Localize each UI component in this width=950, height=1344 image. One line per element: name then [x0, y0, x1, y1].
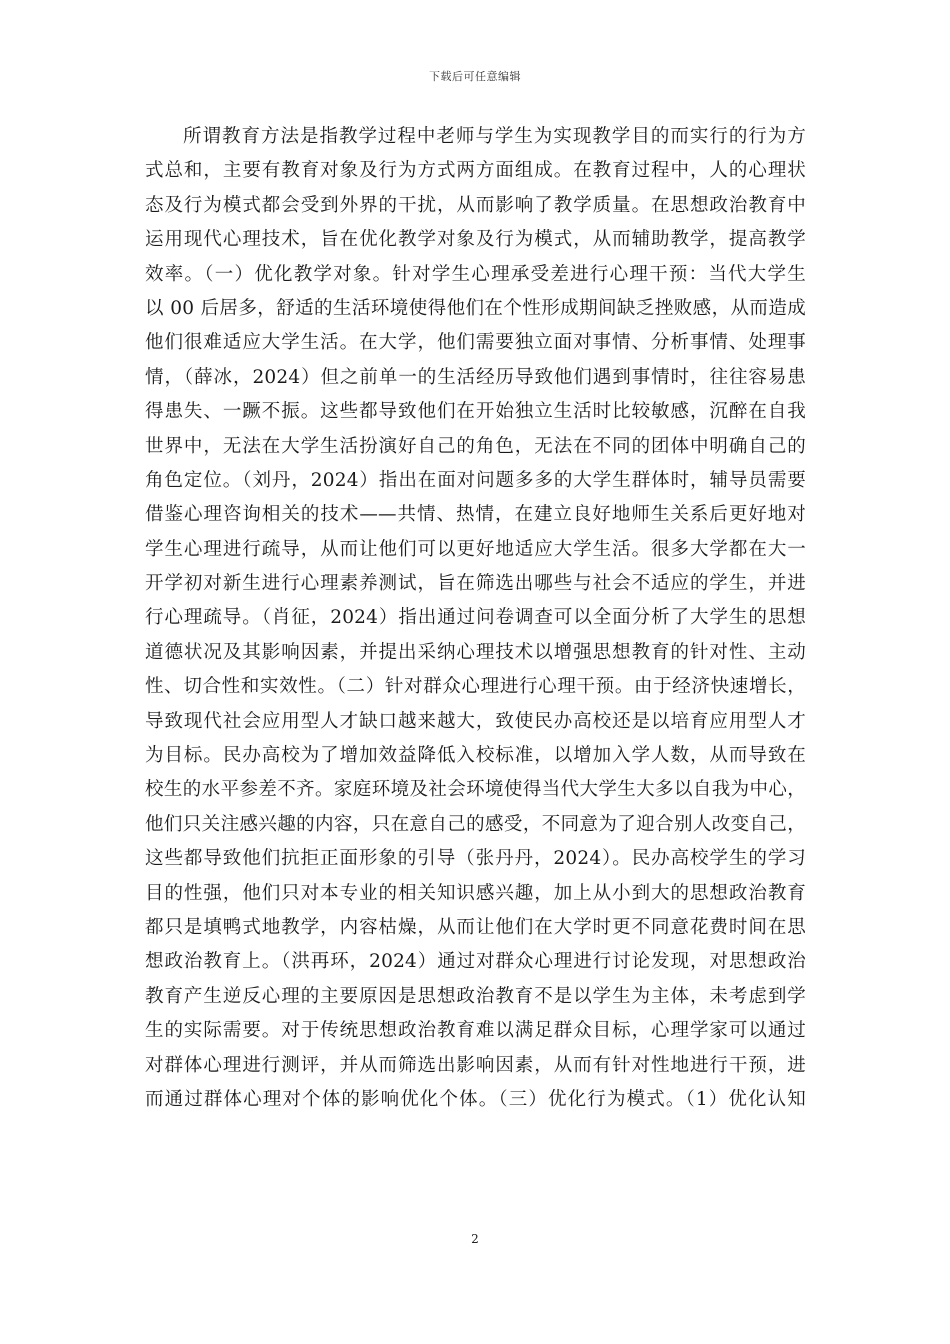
text-line: 教育产生逆反心理的主要原因是思想政治教育不是以学生为主体，未考虑到学 [145, 985, 806, 1007]
text-line: 他们只关注感兴趣的内容，只在意自己的感受，不同意为了迎合别人改变自己， [145, 813, 806, 835]
text-line: 角色定位。（刘丹，2024）指出在面对问题多多的大学生群体时，辅导员需要 [145, 469, 806, 491]
text-line: 世界中，无法在大学生活扮演好自己的角色，无法在不同的团体中明确自己的 [145, 435, 806, 457]
text-line: 效率。（一）优化教学对象。针对学生心理承受差进行心理干预：当代大学生 [145, 263, 806, 285]
text-line: 生的实际需要。对于传统思想政治教育难以满足群众目标，心理学家可以通过 [145, 1020, 806, 1042]
text-line: 学生心理进行疏导，从而让他们可以更好地适应大学生活。很多大学都在大一 [145, 538, 806, 560]
text-line: 性、切合性和实效性。（二）针对群众心理进行心理干预。由于经济快速增长， [145, 676, 806, 698]
text-line: 运用现代心理技术，旨在优化教学对象及行为模式，从而辅助教学，提高教学 [145, 229, 806, 251]
text-line: 这些都导致他们抗拒正面形象的引导（张丹丹，2024）。民办高校学生的学习 [145, 848, 806, 870]
text-line: 借鉴心理咨询相关的技术——共情、热情，在建立良好地师生关系后更好地对 [145, 504, 806, 526]
text-line: 导致现代社会应用型人才缺口越来越大，致使民办高校还是以培育应用型人才 [145, 710, 806, 732]
text-line: 道德状况及其影响因素，并提出采纳心理技术以增强思想教育的针对性、主动 [145, 641, 806, 663]
text-line: 对群体心理进行测评，并从而筛选出影响因素，从而有针对性地进行干预，进 [145, 1054, 806, 1076]
text-line: 以 00 后居多，舒适的生活环境使得他们在个性形成期间缺乏挫败感，从而造成 [145, 297, 806, 319]
text-line: 态及行为模式都会受到外界的干扰，从而影响了教学质量。在思想政治教育中 [145, 194, 806, 216]
text-line: 目的性强，他们只对本专业的相关知识感兴趣，加上从小到大的思想政治教育 [145, 882, 806, 904]
text-line: 开学初对新生进行心理素养测试，旨在筛选出哪些与社会不适应的学生，并进 [145, 573, 806, 595]
body-paragraph [145, 120, 806, 1117]
text-line: 而通过群体心理对个体的影响优化个体。（三）优化行为模式。（1）优化认知 [145, 1088, 806, 1110]
text-line: 行心理疏导。（肖征，2024）指出通过问卷调查可以全面分析了大学生的思想 [145, 607, 806, 629]
text-line: 所谓教育方法是指教学过程中老师与学生为实现教学目的而实行的行为方 [183, 126, 806, 147]
text-line: 式总和，主要有教育对象及行为方式两方面组成。在教育过程中，人的心理状 [145, 160, 806, 182]
text-line: 想政治教育上。（洪再环，2024）通过对群众心理进行讨论发现，对思想政治 [145, 951, 806, 973]
page-number: 2 [471, 1232, 479, 1246]
text-line: 都只是填鸭式地教学，内容枯燥，从而让他们在大学时更不同意花费时间在思 [145, 916, 806, 938]
text-line: 得患失、一蹶不振。这些都导致他们在开始独立生活时比较敏感，沉醉在自我 [145, 401, 806, 423]
text-line: 他们很难适应大学生活。在大学，他们需要独立面对事情、分析事情、处理事 [145, 332, 806, 354]
text-line: 校生的水平参差不齐。家庭环境及社会环境使得当代大学生大多以自我为中心， [145, 779, 806, 801]
page-header: 下载后可任意编辑 [429, 70, 521, 83]
text-line: 情，（薛冰，2024）但之前单一的生活经历导致他们遇到事情时，往往容易患 [145, 366, 806, 388]
text-line: 为目标。民办高校为了增加效益降低入校标准，以增加入学人数，从而导致在 [145, 745, 806, 767]
